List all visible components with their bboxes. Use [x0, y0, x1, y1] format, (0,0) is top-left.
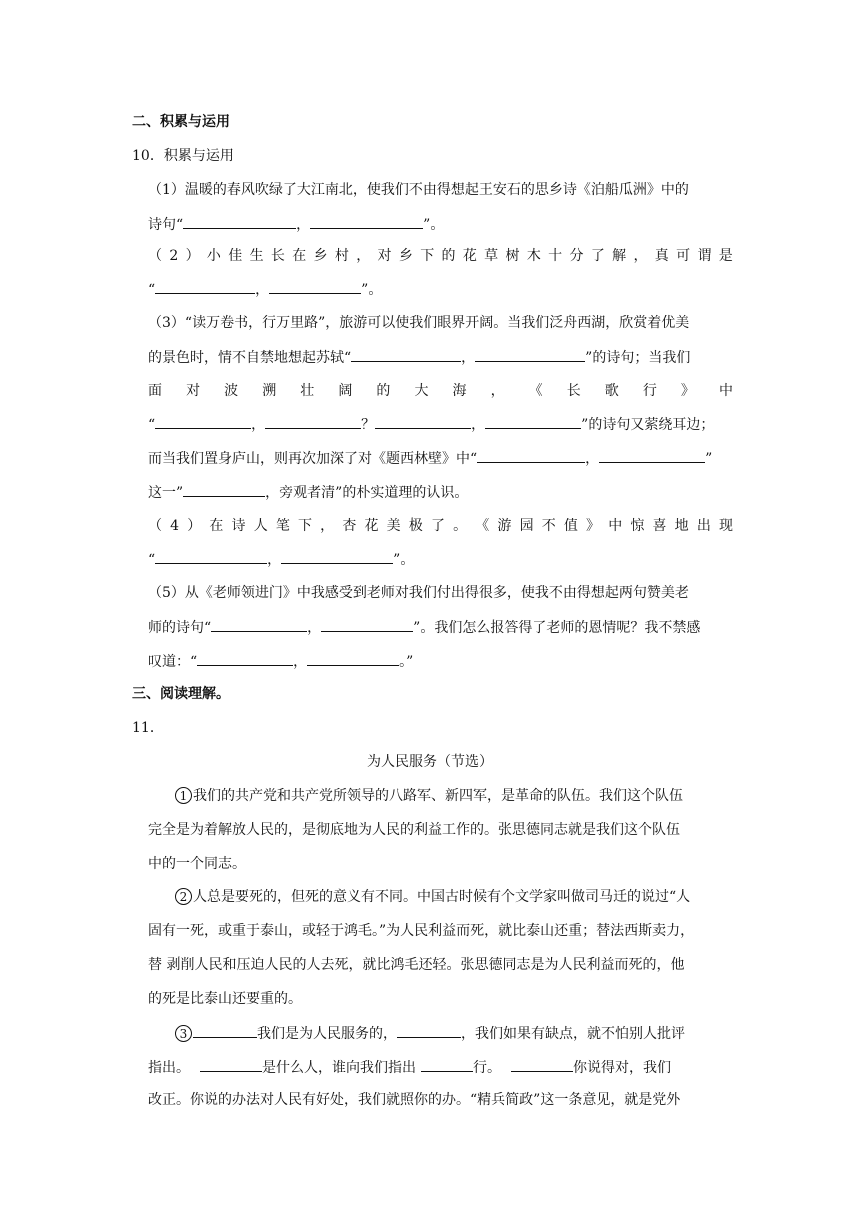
justified-char: ）: [187, 518, 202, 534]
justified-char: 中: [608, 518, 623, 534]
justified-char: 人: [253, 518, 268, 534]
p3-line3: 改正。你说的办法对人民有好处，我们就照你的办。“精兵简政”这一条意见，就是党外: [148, 1092, 681, 1108]
paragraph-number: 2: [175, 888, 192, 905]
justified-char: 中: [718, 383, 733, 399]
answer-blank[interactable]: [211, 617, 307, 632]
justified-char: 对: [377, 248, 392, 264]
q5-line2: [148, 617, 700, 638]
q4-prefix: “: [148, 552, 156, 568]
justified-char: 大: [414, 383, 429, 399]
justified-char: 海: [452, 383, 467, 399]
section-heading: 三、阅读理解。: [132, 686, 230, 702]
justified-char: 面: [148, 383, 162, 399]
q3-line1: （3）“读万卷书，行万里路”，旅游可以使我们眼界开阔。当我们泛舟西湖，欣赏着优美: [148, 315, 690, 331]
p1-line1: [175, 786, 683, 806]
p1-line1-text: 我们的共产党和共产党所领导的八路军、新四军，是革命的队伍。我们这个队伍: [193, 788, 683, 804]
justified-char: 了: [430, 518, 445, 534]
q1-close: ”。: [423, 217, 445, 233]
answer-blank[interactable]: [321, 617, 413, 632]
answer-blank[interactable]: [477, 448, 585, 463]
justified-char: 的: [441, 248, 456, 264]
section-heading: 二、积累与运用: [132, 114, 230, 130]
justified-char: 在: [292, 248, 307, 264]
justified-char: 乡: [398, 248, 413, 264]
answer-blank[interactable]: [193, 1023, 257, 1038]
justified-char: 笔: [275, 518, 290, 534]
justified-char: 树: [505, 248, 520, 264]
justified-char: 生: [249, 248, 264, 264]
justified-char: 谓: [697, 248, 712, 264]
justified-char: 极: [408, 518, 423, 534]
answer-blank[interactable]: [307, 651, 399, 666]
justified-char: 出: [696, 518, 711, 534]
justified-char: ，: [490, 383, 505, 399]
justified-char: 真: [654, 248, 669, 264]
p2-line1-text: 人总是要死的，但死的意义有不同。中国古时候有个文学家叫做司马迁的说过“人: [193, 889, 691, 905]
q5-l2-mid: ，: [307, 620, 322, 636]
q2-prefix: “: [148, 282, 156, 298]
justified-char: 可: [676, 248, 691, 264]
q3-l5-mid: ，: [585, 451, 600, 467]
justified-char: 现: [718, 518, 733, 534]
justified-char: 了: [590, 248, 605, 264]
justified-char: （: [148, 248, 162, 264]
q3-line5: [148, 448, 712, 469]
q3-line3: [148, 381, 733, 401]
q3-l4-c2: ，: [471, 417, 486, 433]
justified-char: ，: [633, 248, 648, 264]
p3-l1-b: ，我们如果有缺点，就不怕别人批评: [461, 1026, 685, 1042]
p3-line2: [148, 1057, 671, 1078]
justified-char: 惊: [630, 518, 645, 534]
justified-char: 喜: [652, 518, 667, 534]
justified-char: 分: [569, 248, 584, 264]
justified-char: 。: [453, 518, 468, 534]
q5-l3-mid: ，: [293, 654, 308, 670]
justified-char: 是: [718, 248, 733, 264]
q2-comma: ，: [255, 282, 270, 298]
justified-char: ，: [320, 518, 335, 534]
justified-char: 佳: [228, 248, 243, 264]
justified-char: 杏: [342, 518, 357, 534]
justified-char: 》: [586, 518, 601, 534]
q3-l6-suffix: ，旁观者清”的朴实道理的认识。: [265, 485, 469, 501]
justified-char: 对: [186, 383, 201, 399]
answer-blank[interactable]: [155, 414, 251, 429]
q5-line1: （5）从《老师领进门》中我感受到老师对我们付出得很多，使我不由得想起两句赞美老: [148, 585, 689, 601]
q2-line1: [148, 246, 733, 266]
q4-close: ”。: [393, 552, 415, 568]
justified-char: 诗: [231, 518, 246, 534]
p1-line3: 中的一个同志。: [148, 856, 246, 872]
justified-char: ）: [185, 248, 200, 264]
passage-title: 为人民服务（节选）: [367, 754, 493, 770]
p1-line2: 完全是为着解放人民的，是彻底地为人民的利益工作的。张思德同志就是我们这个队伍: [148, 822, 680, 838]
justified-char: 长: [270, 248, 285, 264]
justified-char: 花: [462, 248, 477, 264]
p2-line3: 替 剥削人民和压迫人民的人去死，就比鸿毛还轻。张思德同志是为人民利益而死的，他: [148, 957, 685, 973]
p3-l2-a: 指出。: [148, 1060, 190, 1076]
answer-blank[interactable]: [197, 651, 293, 666]
justified-char: 不: [541, 518, 556, 534]
answer-blank[interactable]: [155, 279, 255, 294]
paragraph-number: 3: [175, 1025, 192, 1042]
justified-char: 在: [209, 518, 224, 534]
q5-l3-suffix: 。”: [399, 654, 414, 670]
justified-char: 小: [206, 248, 221, 264]
q3-line6: [148, 482, 468, 503]
answer-blank[interactable]: [183, 214, 296, 229]
answer-blank[interactable]: [269, 279, 361, 294]
justified-char: 歌: [604, 383, 619, 399]
q3-l4-q: ？: [361, 417, 376, 433]
justified-char: 园: [519, 518, 534, 534]
answer-blank[interactable]: [397, 1023, 461, 1038]
answer-blank[interactable]: [155, 549, 267, 564]
justified-char: ，: [356, 248, 371, 264]
justified-char: 长: [566, 383, 581, 399]
q1-line1: （1）温暖的春风吹绿了大江南北，使我们不由得想起王安石的思乡诗《泊船瓜洲》中的: [148, 182, 689, 198]
q3-line2: [148, 347, 690, 368]
p3-l2-c: 行。: [473, 1060, 501, 1076]
answer-blank[interactable]: [485, 414, 581, 429]
q3-l4-prefix: “: [148, 417, 156, 433]
answer-blank[interactable]: [281, 549, 393, 564]
q4-line1: [148, 516, 733, 536]
justified-char: 花: [364, 518, 379, 534]
p3-line1: [175, 1023, 685, 1044]
justified-char: 4: [170, 518, 180, 534]
justified-char: 美: [386, 518, 401, 534]
justified-char: 《: [528, 383, 543, 399]
paragraph-number: 1: [175, 787, 192, 804]
justified-char: 游: [497, 518, 512, 534]
answer-blank[interactable]: [511, 1057, 573, 1072]
answer-blank[interactable]: [599, 448, 705, 463]
answer-blank[interactable]: [183, 482, 265, 497]
q2-line2: [148, 279, 382, 300]
justified-char: 壮: [300, 383, 315, 399]
p3-l2-d: 你说得对，我们: [573, 1060, 671, 1076]
q5-line3: [148, 651, 413, 672]
justified-char: 值: [563, 518, 578, 534]
justified-char: 》: [680, 383, 695, 399]
justified-char: 《: [475, 518, 490, 534]
q3-l4-c1: ，: [251, 417, 266, 433]
justified-char: 木: [526, 248, 541, 264]
justified-char: 十: [548, 248, 563, 264]
question-number: 10．积累与运用: [132, 148, 234, 164]
q1-comma: ，: [296, 217, 311, 233]
answer-blank[interactable]: [475, 347, 585, 362]
p2-line1: [175, 887, 690, 907]
q1-line2: [148, 214, 444, 235]
q4-line2: [148, 549, 414, 570]
justified-char: 波: [224, 383, 239, 399]
q1-prefix: 诗句“: [148, 217, 184, 233]
q5-l3-prefix: 叹道：“: [148, 654, 198, 670]
p2-line4: 的死是比泰山还要重的。: [148, 991, 302, 1007]
answer-blank[interactable]: [200, 1057, 262, 1072]
justified-char: 下: [298, 518, 313, 534]
q3-l4-suffix: ”的诗句又萦绕耳边；: [581, 417, 715, 433]
p3-l1-a: 我们是为人民服务的，: [257, 1026, 397, 1042]
answer-blank[interactable]: [310, 214, 423, 229]
justified-char: 地: [674, 518, 689, 534]
justified-char: 下: [420, 248, 435, 264]
q5-l2-prefix: 师的诗句“: [148, 620, 212, 636]
q3-l5-suffix: ”: [705, 451, 713, 467]
justified-char: 溯: [262, 383, 277, 399]
q3-l6-prefix: 这一”: [148, 485, 184, 501]
q3-line4: [148, 414, 714, 435]
justified-char: 阔: [338, 383, 353, 399]
justified-char: 乡: [313, 248, 328, 264]
justified-char: 村: [334, 248, 349, 264]
justified-char: 解: [612, 248, 627, 264]
q3-l5-prefix: 而当我们置身庐山，则再次加深了对《题西林壁》中“: [148, 451, 478, 467]
justified-char: 草: [484, 248, 499, 264]
answer-blank[interactable]: [421, 1057, 473, 1072]
justified-char: 的: [376, 383, 391, 399]
answer-blank[interactable]: [265, 414, 361, 429]
q2-close: ”。: [361, 282, 383, 298]
q4-comma: ，: [267, 552, 282, 568]
q3-l2-suffix: ”的诗句；当我们: [585, 350, 691, 366]
answer-blank[interactable]: [375, 414, 471, 429]
answer-blank[interactable]: [351, 347, 461, 362]
justified-char: （: [148, 518, 162, 534]
q3-l2-mid: ，: [461, 350, 476, 366]
q3-l2-prefix: 的景色时，情不自禁地想起苏轼“: [148, 350, 352, 366]
p2-line2: 固有一死，或重于泰山，或轻于鸿毛。”为人民利益而死，就比泰山还重；替法西斯卖力，: [148, 923, 695, 939]
q5-l2-suffix: ”。我们怎么报答得了老师的恩情呢？我不禁感: [413, 620, 701, 636]
justified-char: 行: [642, 383, 657, 399]
justified-char: 2: [169, 248, 179, 264]
question-number: 11．: [132, 720, 164, 736]
p3-l2-b: 是什么人，谁向我们指出: [262, 1060, 416, 1076]
